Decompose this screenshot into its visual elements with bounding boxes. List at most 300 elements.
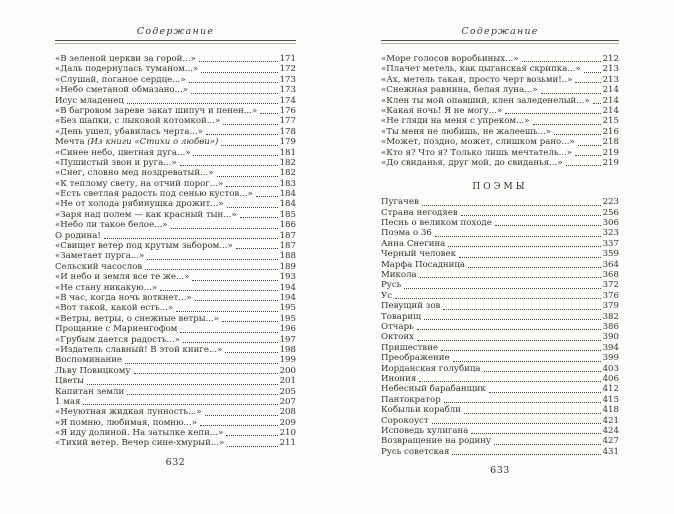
toc-page-left — [55, 26, 296, 468]
entry-title: «В час, когда ночь воткнет...» — [55, 292, 192, 303]
entry-page-number: 177 — [279, 116, 296, 127]
entry-page-number: 212 — [602, 54, 619, 64]
entry-title: «Не стану никакую...» — [55, 282, 158, 293]
dot-leader — [176, 311, 277, 312]
toc-entry-group — [381, 197, 619, 457]
dot-leader — [127, 394, 277, 395]
dot-leader — [134, 373, 278, 374]
dot-leader — [199, 61, 278, 62]
entry-title: «Снег, словно мед ноздреватый...» — [55, 168, 214, 179]
toc-entry — [381, 148, 619, 158]
entry-title: Поэма о 36 — [381, 228, 432, 239]
toc-entry — [55, 283, 296, 293]
dot-leader — [494, 444, 601, 445]
dot-leader — [453, 361, 601, 362]
entry-title: «Грубым дается радость...» — [55, 334, 180, 345]
toc-entry — [381, 364, 619, 374]
dot-leader — [180, 332, 277, 333]
dot-leader — [432, 423, 601, 424]
toc-entry — [381, 158, 619, 168]
page-header-right — [381, 26, 619, 44]
toc-entry — [55, 231, 296, 241]
dot-leader — [125, 363, 278, 364]
entry-page-number: 174 — [279, 95, 296, 106]
entry-page-number: 368 — [602, 270, 619, 281]
dot-leader — [464, 413, 601, 414]
dot-leader — [404, 288, 600, 289]
toc-entry — [381, 426, 619, 436]
entry-title: Певущий зов — [381, 301, 441, 312]
entry-title: «День ушел, убавилась черта...» — [55, 126, 203, 137]
dot-leader — [221, 145, 277, 146]
entry-title: Льву Повицкому — [55, 365, 131, 376]
entry-title: Товарищ — [381, 311, 422, 322]
entry-page-number: 194 — [279, 292, 296, 303]
entry-page-number: 171 — [279, 54, 296, 64]
entry-page-number: 421 — [602, 415, 619, 426]
entry-title: «До свиданья, друг мой, до свиданья...» — [381, 157, 563, 168]
entry-title: Сорокоуст — [381, 415, 429, 426]
toc-entry — [55, 366, 296, 376]
dot-leader — [584, 72, 601, 73]
entry-title: «Неуютная жидкая лунность...» — [55, 407, 202, 418]
entry-title: «Плачет метель, как цыганская скрипка...» — [381, 64, 581, 75]
entry-title: Марфа Посадница — [381, 259, 466, 270]
entry-title: «Небо сметаной обмазано...» — [55, 85, 189, 96]
dot-leader — [566, 165, 601, 166]
toc-entry — [381, 64, 619, 74]
entry-page-number: 197 — [279, 334, 296, 345]
dot-leader — [443, 309, 600, 310]
entry-title: Отчарь — [381, 321, 414, 332]
toc-entry — [381, 218, 619, 228]
entry-page-number: 172 — [279, 64, 296, 75]
entry-page-number: 418 — [602, 405, 619, 416]
toc-entry — [381, 405, 619, 415]
toc-entry — [381, 208, 619, 218]
entry-title: Анна Снегина — [381, 238, 446, 249]
toc-entry — [55, 189, 296, 199]
dot-leader — [145, 269, 277, 270]
dot-leader — [489, 392, 601, 393]
entry-page-number: 176 — [279, 105, 296, 116]
dot-leader — [193, 155, 277, 156]
entry-page-number: 427 — [602, 436, 619, 447]
toc-entry — [55, 324, 296, 334]
entry-page-number: 173 — [279, 74, 296, 85]
entry-title: «Без шапки, с лыковой котомкой...» — [55, 116, 221, 127]
toc-entry — [381, 301, 619, 311]
toc-entry — [55, 137, 296, 147]
toc-entry — [55, 210, 296, 220]
toc-blocks-right — [381, 54, 619, 457]
dot-leader — [127, 103, 278, 104]
entry-page-number: 216 — [602, 126, 619, 137]
entry-page-number: 415 — [602, 394, 619, 405]
toc-entry — [55, 314, 296, 324]
dot-leader — [189, 82, 278, 83]
dot-leader — [226, 435, 277, 436]
toc-entry — [381, 332, 619, 342]
entry-page-number: 208 — [279, 407, 296, 418]
entry-title: «Вот такой, какой есть...» — [55, 303, 174, 314]
dot-leader — [147, 259, 277, 260]
toc-entry — [55, 116, 296, 126]
entry-page-number: 185 — [279, 209, 296, 220]
dot-leader — [417, 340, 601, 341]
entry-page-number: 376 — [602, 290, 619, 301]
entry-title: «Снежная равнина, белая луна...» — [381, 85, 538, 96]
toc-entry — [381, 447, 619, 457]
entry-title: «Кто я? Что я? Только лишь мечтатель...» — [381, 147, 573, 158]
entry-title: «Заря над полем — как красный тын...» — [55, 209, 237, 220]
entry-title: Пантократор — [381, 394, 441, 405]
entry-page-number: 218 — [602, 137, 619, 148]
toc-entry — [55, 272, 296, 282]
entry-title: «Слушай, поганое сердце...» — [55, 74, 186, 85]
entry-title: «Пушистый звон и руга...» — [55, 157, 177, 168]
entry-page-number: 186 — [279, 220, 296, 231]
entry-title: Пришествие — [381, 342, 439, 353]
entry-page-number: 412 — [602, 384, 619, 395]
toc-entry — [55, 438, 296, 448]
entry-page-number: 200 — [279, 365, 296, 376]
dot-leader — [419, 381, 600, 382]
dot-leader — [554, 134, 601, 135]
dot-leader — [171, 228, 278, 229]
entry-title: «Ах, метель такая, просто черт возьми!..» — [381, 74, 573, 85]
entry-title: Пугачев — [381, 197, 419, 208]
toc-entry — [381, 75, 619, 85]
toc-entry — [381, 85, 619, 95]
entry-title: Кобыльи корабли — [381, 405, 461, 416]
toc-entry — [55, 241, 296, 251]
dot-leader — [435, 236, 601, 237]
entry-title: Черный человек — [381, 249, 456, 260]
entry-title: «Не от холода рябинушка дрожит...» — [55, 199, 224, 210]
entry-title: «Свищет ветер под крутым забором...» — [55, 241, 233, 252]
entry-title: «В багровом зареве закат шипуч и пенен...» — [55, 105, 258, 116]
entry-page-number: 364 — [602, 259, 619, 270]
entry-page-number: 201 — [279, 376, 296, 387]
toc-entry — [55, 220, 296, 230]
dot-leader — [217, 176, 278, 177]
dot-leader — [459, 257, 601, 258]
entry-title: Ус — [381, 290, 393, 301]
dot-leader — [448, 246, 600, 247]
toc-blocks-left — [55, 54, 296, 449]
header-rule — [381, 40, 619, 44]
toc-entry — [55, 158, 296, 168]
dot-leader — [417, 329, 601, 330]
entry-page-number: 306 — [602, 218, 619, 229]
entry-title: «Может, поздно, может, слишком рано...» — [381, 137, 575, 148]
toc-entry — [55, 54, 296, 64]
entry-page-number: 195 — [279, 303, 296, 314]
toc-entry — [381, 228, 619, 238]
toc-entry — [381, 137, 619, 147]
toc-entry — [55, 407, 296, 417]
dot-leader — [201, 72, 277, 73]
toc-entry — [381, 374, 619, 384]
entry-page-number: 182 — [279, 157, 296, 168]
entry-title: Русь — [381, 280, 402, 291]
entry-title: Воспоминание — [55, 355, 123, 366]
entry-title: Возвращение на родину — [381, 436, 492, 447]
dot-leader — [83, 404, 277, 405]
entry-page-number: 215 — [602, 116, 619, 127]
toc-entry — [55, 64, 296, 74]
entry-page-number: 189 — [279, 261, 296, 272]
dot-leader — [205, 415, 278, 416]
toc-entry-group — [55, 54, 296, 449]
entry-page-number: 219 — [602, 157, 619, 168]
dot-leader — [195, 300, 278, 301]
entry-page-number: 198 — [279, 344, 296, 355]
entry-title: «Ветры, ветры, о снежные ветры...» — [55, 313, 219, 324]
entry-title: Песнь о великом походе — [381, 218, 492, 229]
toc-entry — [381, 312, 619, 322]
toc-entry — [381, 239, 619, 249]
dot-leader — [484, 371, 601, 372]
toc-entry — [381, 54, 619, 64]
dot-leader — [183, 342, 278, 343]
toc-entry — [55, 355, 296, 365]
dot-leader — [424, 319, 601, 320]
entry-page-number: 187 — [279, 241, 296, 252]
entry-title: Исповедь хулигана — [381, 425, 469, 436]
toc-entry — [381, 127, 619, 137]
dot-leader — [160, 290, 278, 291]
dot-leader — [441, 350, 601, 351]
toc-entry — [55, 127, 296, 137]
dot-leader — [104, 238, 278, 239]
entry-title: «Тихий ветер. Вечер сине-хмурый...» — [55, 438, 225, 449]
entry-page-number: 213 — [602, 74, 619, 85]
entry-page-number: 179 — [279, 137, 296, 148]
entry-title: «И небо и земля все те же...» — [55, 272, 190, 283]
entry-page-number: 359 — [602, 249, 619, 260]
page-number: 633 — [490, 465, 510, 477]
entry-title: Капитан земли — [55, 386, 125, 397]
running-head: Содержание — [461, 26, 539, 37]
entry-title: Страна негодяев — [381, 207, 458, 218]
header-rule — [55, 40, 296, 44]
toc-entry — [55, 96, 296, 106]
dot-leader — [505, 113, 600, 114]
toc-entry — [381, 384, 619, 394]
dot-leader — [593, 103, 601, 104]
toc-entry — [55, 168, 296, 178]
toc-entry — [55, 428, 296, 438]
entry-page-number: 323 — [602, 228, 619, 239]
entry-page-number: 199 — [279, 355, 296, 366]
entry-title: Небесный барабанщик — [381, 384, 486, 395]
dot-leader — [575, 155, 601, 156]
toc-entry — [381, 197, 619, 207]
page-header-left — [55, 26, 296, 44]
dot-leader — [223, 124, 277, 125]
toc-entry — [55, 179, 296, 189]
dot-leader — [522, 61, 601, 62]
entry-title: Микола — [381, 270, 417, 281]
dot-leader — [422, 205, 601, 206]
dot-leader — [541, 93, 601, 94]
section-heading-poems: ПОЭМЫ — [472, 182, 528, 193]
entry-page-number: 205 — [279, 386, 296, 397]
entry-page-number: 211 — [279, 438, 296, 449]
entry-page-number: 194 — [279, 282, 296, 293]
dot-leader — [206, 134, 278, 135]
entry-page-number: 184 — [279, 189, 296, 200]
entry-page-number: 209 — [279, 417, 296, 428]
toc-entry — [381, 353, 619, 363]
entry-title: «Какая ночь! Я не могу...» — [381, 105, 503, 116]
dot-leader — [452, 454, 600, 455]
dot-leader — [260, 113, 277, 114]
dot-leader — [395, 298, 601, 299]
dot-leader — [471, 433, 600, 434]
entry-title: «Синее небо, цветная дуга...» — [55, 147, 191, 158]
toc-entry — [381, 249, 619, 259]
page-number: 632 — [165, 456, 186, 468]
dot-leader — [578, 145, 601, 146]
toc-entry — [55, 262, 296, 272]
toc-entry — [381, 322, 619, 332]
entry-page-number: 431 — [602, 446, 619, 457]
entry-title: Инония — [381, 373, 417, 384]
dot-leader — [227, 207, 278, 208]
dot-leader — [240, 217, 278, 218]
toc-entry — [55, 106, 296, 116]
toc-entry — [55, 345, 296, 355]
toc-entry — [381, 395, 619, 405]
toc-entry — [381, 270, 619, 280]
entry-title: «Я помню, любимая, помню...» — [55, 417, 197, 428]
entry-title: Октоих — [381, 332, 414, 343]
toc-entry — [381, 116, 619, 126]
toc-entry — [381, 436, 619, 446]
entry-title: Иорданская голубица — [381, 363, 481, 374]
entry-page-number: 394 — [602, 342, 619, 353]
entry-page-number: 214 — [602, 105, 619, 116]
toc-entry — [381, 343, 619, 353]
dot-leader — [420, 277, 601, 278]
entry-page-number: 196 — [279, 324, 296, 335]
entry-page-number: 181 — [279, 147, 296, 158]
entry-title: «Клен ты мой опавший, клен заледенелый...» — [381, 95, 590, 106]
entry-page-number: 213 — [602, 64, 619, 75]
entry-title: «К теплому свету, на отчий порог...» — [55, 178, 224, 189]
dot-leader — [227, 446, 277, 447]
running-head: Содержание — [136, 26, 215, 37]
toc-entry — [55, 85, 296, 95]
entry-title: «Море голосов воробьиных...» — [381, 54, 519, 64]
entry-title: «Ты меня не любишь, не жалеешь...» — [381, 126, 552, 137]
dot-leader — [256, 196, 278, 197]
toc-entry — [381, 280, 619, 290]
entry-page-number: 399 — [602, 353, 619, 364]
entry-page-number: 184 — [279, 199, 296, 210]
entry-page-number: 219 — [602, 147, 619, 158]
toc-entry — [55, 199, 296, 209]
entry-title: 1 мая — [55, 396, 81, 407]
dot-leader — [225, 352, 277, 353]
entry-page-number: 187 — [279, 230, 296, 241]
toc-entry — [55, 335, 296, 345]
dot-leader — [236, 248, 278, 249]
dot-leader — [200, 425, 278, 426]
toc-entry — [55, 387, 296, 397]
dot-leader — [575, 82, 600, 83]
toc-entry — [381, 260, 619, 270]
entry-title: Исус младенец — [55, 95, 124, 106]
entry-title: «В зеленой церкви за горой...» — [55, 54, 196, 64]
entry-page-number: 372 — [602, 280, 619, 291]
entry-page-number: 193 — [279, 272, 296, 283]
entry-title: Преображение — [381, 353, 450, 364]
entry-page-number: 406 — [602, 373, 619, 384]
dot-leader — [180, 165, 278, 166]
entry-page-number: 424 — [602, 425, 619, 436]
toc-entry — [55, 418, 296, 428]
entry-page-number: 256 — [602, 207, 619, 218]
dot-leader — [87, 384, 278, 385]
entry-title: «Есть светлая радость под сенью кустов...» — [55, 189, 253, 200]
entry-title: Прощание с Мариенгофом — [55, 324, 178, 335]
toc-entry — [55, 293, 296, 303]
entry-page-number: 337 — [602, 238, 619, 249]
entry-page-number: 207 — [279, 396, 296, 407]
entry-page-number: 183 — [279, 178, 296, 189]
entry-title-italic: (Из книги «Стихи о любви») — [87, 137, 219, 148]
entry-title: «Я иду долиной. На затылке кепи...» — [55, 428, 224, 439]
entry-page-number: 210 — [279, 428, 296, 439]
entry-page-number: 182 — [279, 168, 296, 179]
entry-page-number: 214 — [602, 85, 619, 96]
dot-leader — [444, 402, 601, 403]
entry-page-number: 195 — [279, 313, 296, 324]
dot-leader — [533, 124, 601, 125]
toc-entry — [55, 75, 296, 85]
entry-page-number: 403 — [602, 363, 619, 374]
toc-entry — [381, 96, 619, 106]
entry-page-number: 390 — [602, 332, 619, 343]
entry-page-number: 188 — [279, 251, 296, 262]
entry-title: Сельский часослов — [55, 261, 143, 272]
entry-page-number: 214 — [602, 95, 619, 106]
toc-entry — [381, 291, 619, 301]
entry-page-number: 379 — [602, 301, 619, 312]
entry-title: Мечта (Из книги «Стихи о любви») — [55, 137, 219, 148]
entry-title: «Не гляди на меня с упреком...» — [381, 116, 530, 127]
entry-page-number: 173 — [279, 85, 296, 96]
entry-title: «Заметает пурга...» — [55, 251, 145, 262]
entry-page-number: 178 — [279, 126, 296, 137]
entry-page-number: 382 — [602, 311, 619, 322]
entry-title: «Издатель славный! В этой книге...» — [55, 344, 223, 355]
entry-title: Цветы — [55, 376, 85, 387]
entry-title: «Небо ли такое белое...» — [55, 220, 168, 231]
toc-entry — [55, 376, 296, 386]
entry-page-number: 223 — [602, 197, 619, 208]
toc-page-right — [381, 26, 619, 476]
dot-leader — [468, 267, 601, 268]
toc-entry — [381, 416, 619, 426]
entry-title: Русь советская — [381, 446, 450, 457]
entry-page-number: 386 — [602, 321, 619, 332]
dot-leader — [222, 321, 278, 322]
